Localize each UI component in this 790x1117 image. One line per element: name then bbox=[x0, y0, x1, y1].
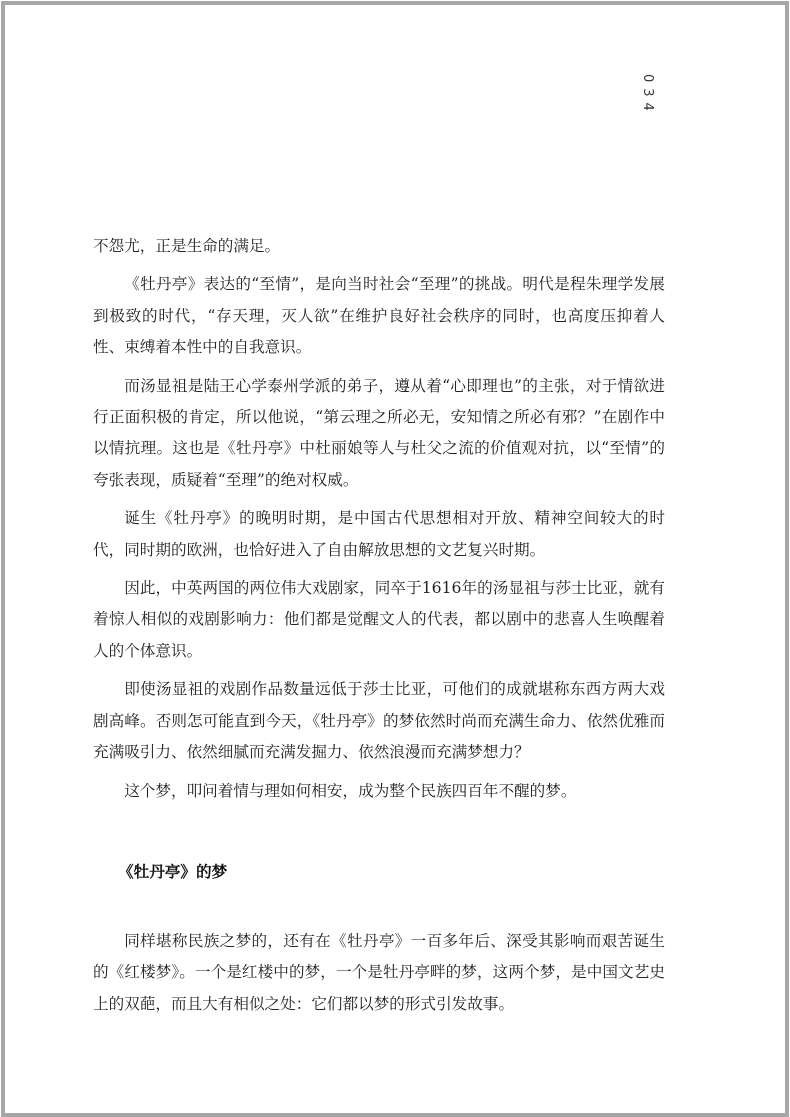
paragraph: 诞生《牡丹亭》的晚明时期，是中国古代思想相对开放、精神空间较大的时代，同时期的欧洲，也恰好进入了自由解放思想的文艺复兴时期。 bbox=[93, 509, 665, 559]
paragraph: 因此，中英两国的两位伟大戏剧家，同卒于1616年的汤显祖与莎士比亚，就有着惊人相似的戏剧影响力：他们都是觉醒文人的代表，都以剧中的悲喜人生唤醒着人的个体意识。 bbox=[93, 579, 665, 660]
page-number: 034 bbox=[640, 74, 655, 117]
paragraph: 同样堪称民族之梦的，还有在《牡丹亭》一百多年后、深受其影响而艰苦诞生的《红楼梦》。一个是红楼中的梦，一个是牡丹亭畔的梦，这两个梦，是中国文艺史上的双葩，而且大有相似之处：它们都以梦的形式引发故事。 bbox=[93, 932, 665, 1013]
paragraph: 这个梦，叩问着情与理如何相安，成为整个民族四百年不醒的梦。 bbox=[124, 781, 577, 800]
main-text-block bbox=[93, 231, 665, 814]
section-heading: 《牡丹亭》的梦 bbox=[118, 863, 228, 881]
paragraph: 《牡丹亭》表达的“至情”，是向当时社会“至理”的挑战。明代是程朱理学发展到极致的时代，“存天理，灭人欲”在维护良好社会秩序的同时，也高度压抑着人性、束缚着本性中的自我意识。 bbox=[93, 275, 665, 357]
paragraph-continuation: 不怨尤，正是生命的满足。 bbox=[93, 237, 281, 255]
paragraph: 而汤显祖是陆王心学泰州学派的弟子，遵从着“心即理也”的主张，对于情欲进行正面积极的肯定，所以他说，“第云理之所必无，安知情之所必有邪？”在剧作中以情抗理。这也是《牡丹亭》中杜丽娘等人与杜父之流的价值观对抗，以“至情”的夸张表现，质疑着“至理”的绝对权威。 bbox=[93, 376, 665, 489]
paragraph: 即使汤显祖的戏剧作品数量远低于莎士比亚，可他们的成就堪称东西方两大戏剧高峰。否则怎可能直到今天，《牡丹亭》的梦依然时尚而充满生命力、依然优雅而充满吸引力、依然细腻而充满发掘力、依然浪漫而充满梦想力？ bbox=[93, 680, 665, 762]
section-text-block bbox=[93, 926, 665, 1027]
